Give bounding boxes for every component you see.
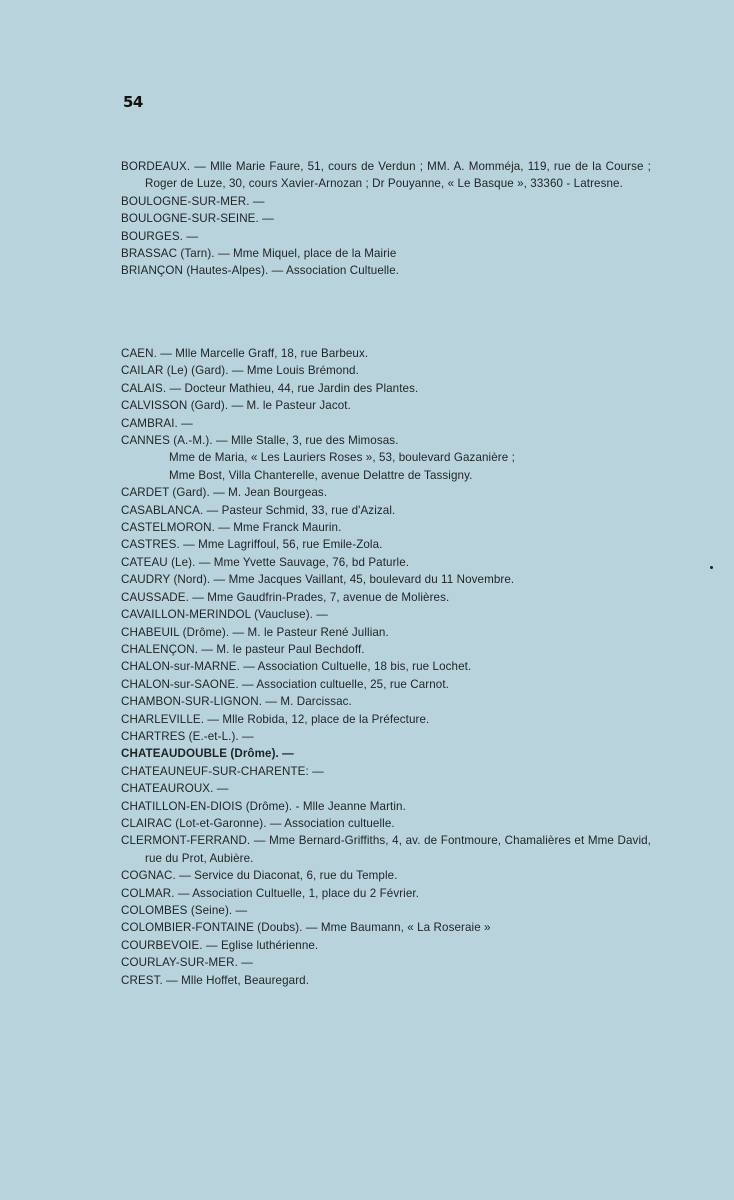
entry-text: CHALON-sur-SAONE. — Association cultuelle, 25, rue Carnot. bbox=[121, 677, 449, 691]
entry-text: CASTRES. — Mme Lagriffoul, 56, rue Emile-Zola. bbox=[121, 538, 383, 552]
entry-text: BRASSAC (Tarn). — Mme Miquel, place de la Mairie bbox=[121, 247, 397, 261]
entry-continuation: Mme de Maria, « Les Lauriers Roses », 53, boulevard Gazanière ; bbox=[169, 451, 515, 465]
directory-entry bbox=[121, 262, 651, 279]
directory-entry bbox=[121, 519, 651, 536]
directory-entry bbox=[121, 711, 651, 728]
entry-text: CHALON-sur-MARNE. — Association Cultuelle, 18 bis, rue Lochet. bbox=[121, 660, 472, 674]
stray-ink-dot bbox=[710, 566, 713, 569]
directory-entry bbox=[121, 210, 651, 227]
directory-entry bbox=[121, 554, 651, 571]
directory-entry bbox=[121, 885, 651, 902]
directory-entry bbox=[121, 624, 651, 641]
entry-text: CREST. — Mlle Hoffet, Beauregard. bbox=[121, 973, 310, 987]
entry-text: CHARLEVILLE. — Mlle Robida, 12, place de la Préfecture. bbox=[121, 712, 430, 726]
entry-text: CHAMBON-SUR-LIGNON. — M. Darcissac. bbox=[121, 695, 352, 709]
directory-entry bbox=[121, 536, 651, 553]
entry-text: BOURGES. — bbox=[121, 229, 199, 243]
directory-entry bbox=[121, 589, 651, 606]
directory-entry bbox=[121, 972, 651, 989]
entry-text: CALVISSON (Gard). — M. le Pasteur Jacot. bbox=[121, 399, 351, 413]
directory-entry bbox=[121, 693, 651, 710]
directory-entry bbox=[121, 397, 651, 414]
entry-text: BRIANÇON (Hautes-Alpes). — Association Cultuelle. bbox=[121, 264, 400, 278]
entry-text: COURLAY-SUR-MER. — bbox=[121, 956, 253, 970]
entry-text: CLERMONT-FERRAND. — Mme Bernard-Griffiths, 4, av. de Fontmoure, Chamalières et Mme David, rue du Prot, Aubière. bbox=[121, 834, 651, 865]
directory-entry bbox=[121, 362, 651, 379]
entry-text: CHATEAUROUX. — bbox=[121, 782, 229, 796]
directory-entry bbox=[121, 728, 651, 745]
directory-entry bbox=[121, 432, 651, 484]
entry-text: CAMBRAI. — bbox=[121, 416, 193, 430]
entry-text: CANNES (A.-M.). — Mlle Stalle, 3, rue des Mimosas. bbox=[121, 434, 399, 448]
entry-text: CAEN. — Mlle Marcelle Graff, 18, rue Barbeux. bbox=[121, 347, 369, 360]
entry-text: CHATILLON-EN-DIOIS (Drôme). - Mlle Jeanne Martin. bbox=[121, 799, 406, 813]
directory-entry bbox=[121, 345, 651, 362]
directory-entry bbox=[121, 745, 651, 762]
entry-text: CAUDRY (Nord). — Mme Jacques Vaillant, 45, boulevard du 11 Novembre. bbox=[121, 573, 515, 587]
entry-text: BOULOGNE-SUR-MER. — bbox=[121, 194, 265, 208]
entries-section-bordeaux-briancon bbox=[121, 158, 651, 280]
entry-text: BOULOGNE-SUR-SEINE. — bbox=[121, 212, 274, 226]
directory-entry bbox=[121, 763, 651, 780]
directory-entry bbox=[121, 832, 651, 867]
directory-entry bbox=[121, 484, 651, 501]
directory-entry bbox=[121, 571, 651, 588]
directory-entry bbox=[121, 380, 651, 397]
directory-entry bbox=[121, 228, 651, 245]
entry-text: CHALENÇON. — M. le pasteur Paul Bechdoff. bbox=[121, 642, 365, 656]
directory-entry bbox=[121, 676, 651, 693]
entry-text: COGNAC. — Service du Diaconat, 6, rue du Temple. bbox=[121, 869, 398, 883]
entry-text: COLOMBIER-FONTAINE (Doubs). — Mme Baumann, « La Roseraie » bbox=[121, 921, 491, 935]
entry-text: CATEAU (Le). — Mme Yvette Sauvage, 76, bd Paturle. bbox=[121, 555, 410, 569]
entry-text: CASTELMORON. — Mme Franck Maurin. bbox=[121, 521, 342, 535]
directory-entry bbox=[121, 919, 651, 936]
entry-text: CHARTRES (E.-et-L.). — bbox=[121, 729, 254, 743]
directory-entry bbox=[121, 954, 651, 971]
directory-entry bbox=[121, 415, 651, 432]
directory-entry bbox=[121, 158, 651, 193]
entry-text: CARDET (Gard). — M. Jean Bourgeas. bbox=[121, 486, 328, 500]
entry-text: CAILAR (Le) (Gard). — Mme Louis Brémond. bbox=[121, 364, 359, 378]
directory-entry bbox=[121, 798, 651, 815]
directory-entry bbox=[121, 193, 651, 210]
entry-text: COLMAR. — Association Cultuelle, 1, place du 2 Février. bbox=[121, 886, 420, 900]
directory-entry bbox=[121, 937, 651, 954]
directory-entry bbox=[121, 902, 651, 919]
page-number: 54 bbox=[123, 93, 143, 111]
entry-text: COLOMBES (Seine). — bbox=[121, 904, 248, 917]
entry-text: CAUSSADE. — Mme Gaudfrin-Prades, 7, avenue de Molières. bbox=[121, 590, 450, 604]
entry-text: CASABLANCA. — Pasteur Schmid, 33, rue d'Azizal. bbox=[121, 503, 396, 517]
directory-entry bbox=[121, 780, 651, 797]
directory-entry bbox=[121, 867, 651, 884]
directory-entry bbox=[121, 606, 651, 623]
entry-text: CAVAILLON-MERINDOL (Vaucluse). — bbox=[121, 608, 328, 622]
directory-entry bbox=[121, 815, 651, 832]
directory-entry bbox=[121, 502, 651, 519]
entries-section-caen-crest bbox=[121, 345, 651, 989]
entry-text: BORDEAUX. — Mlle Marie Faure, 51, cours de Verdun ; MM. A. Momméja, 119, rue de la Course ; Roger de Luze, 30, cours Xavier-Arnozan ; Dr Pouyanne, « Le Basque », 33360 - Latresne. bbox=[121, 160, 651, 191]
entry-text: CHABEUIL (Drôme). — M. le Pasteur René Jullian. bbox=[121, 625, 389, 639]
entry-text: CHATEAUNEUF-SUR-CHARENTE: — bbox=[121, 764, 324, 778]
directory-entry bbox=[121, 641, 651, 658]
entry-text: CALAIS. — Docteur Mathieu, 44, rue Jardin des Plantes. bbox=[121, 381, 419, 395]
directory-entry bbox=[121, 658, 651, 675]
entry-continuation: Mme Bost, Villa Chanterelle, avenue Delattre de Tassigny. bbox=[169, 468, 473, 482]
entry-text: CHATEAUDOUBLE (Drôme). — bbox=[121, 747, 294, 761]
directory-entry bbox=[121, 245, 651, 262]
entry-text: CLAIRAC (Lot-et-Garonne). — Association cultuelle. bbox=[121, 816, 395, 830]
entry-text: COURBEVOIE. — Eglise luthérienne. bbox=[121, 938, 319, 952]
